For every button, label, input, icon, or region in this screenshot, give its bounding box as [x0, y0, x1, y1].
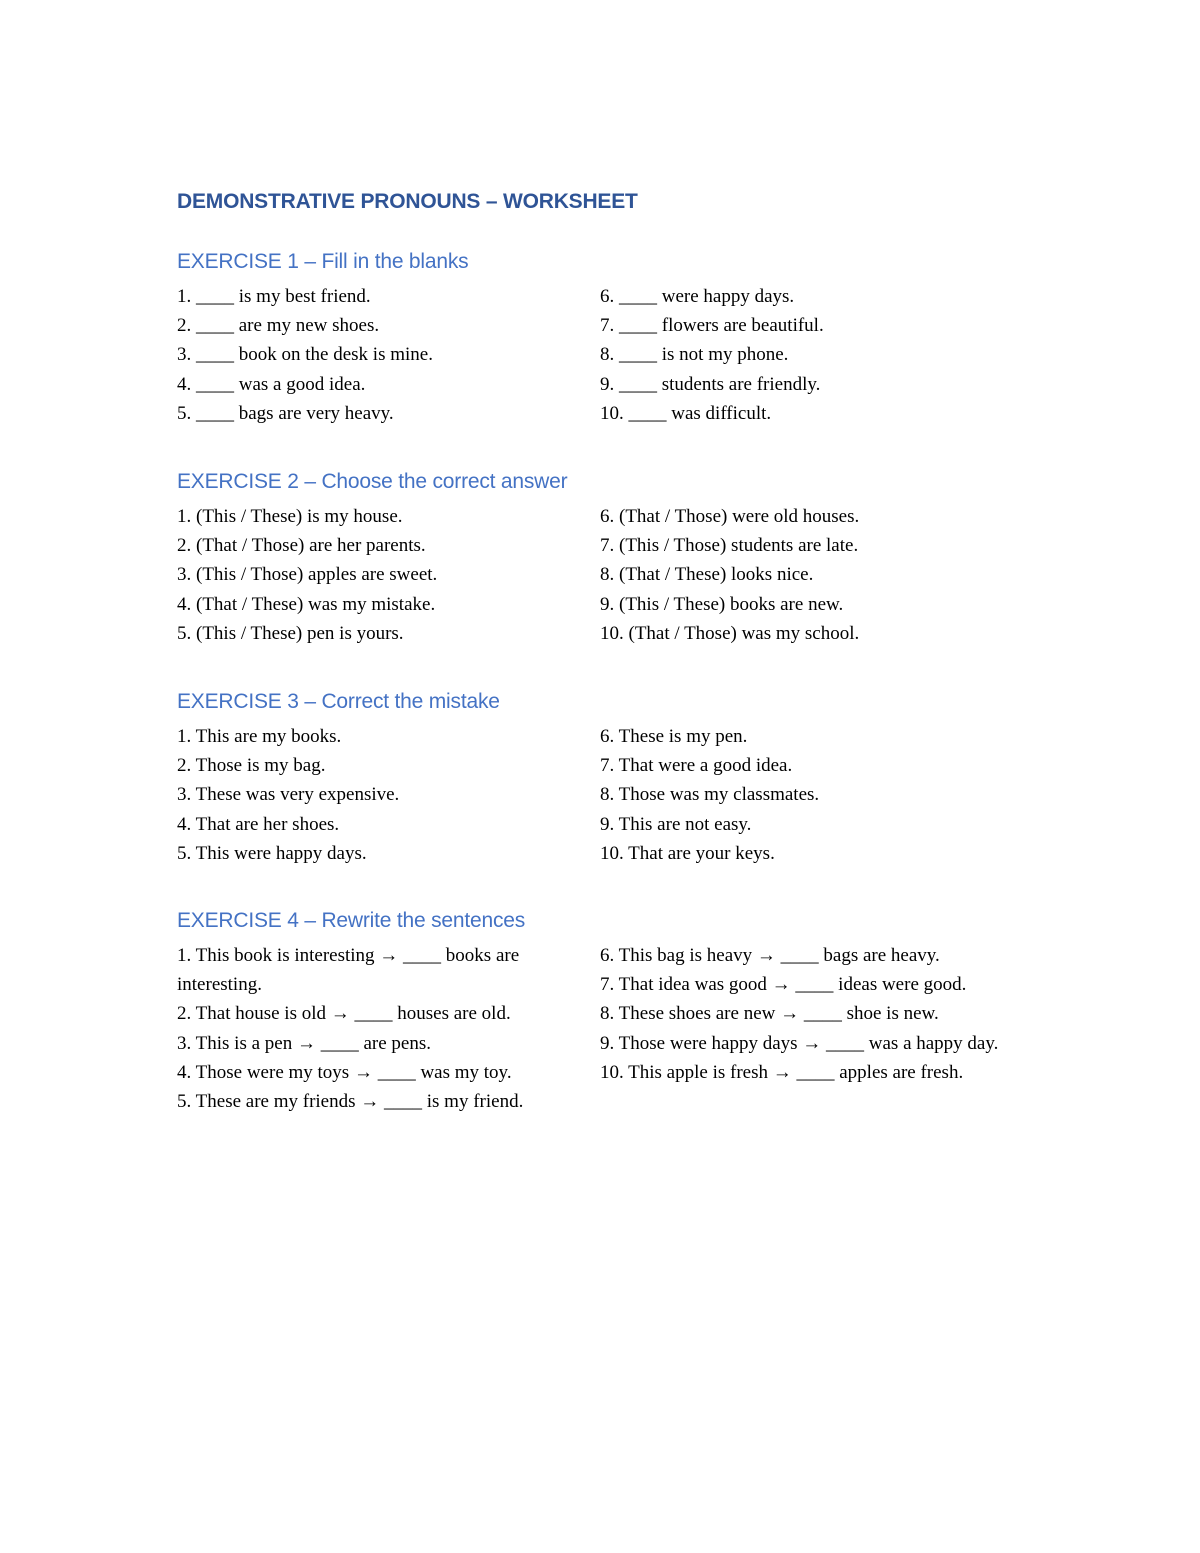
exercise-heading: EXERCISE 4 – Rewrite the sentences	[177, 909, 526, 932]
exercise-item: 4. That are her shoes.	[177, 813, 340, 835]
exercise-item: 7. That were a good idea.	[600, 755, 793, 777]
exercise-item: 10. (That / Those) was my school.	[600, 622, 860, 644]
exercise-item: 7. ____ flowers are beautiful.	[600, 315, 824, 337]
exercise-item: 10. ____ was difficult.	[600, 402, 772, 424]
exercise-1	[177, 248, 1007, 428]
exercise-item: 8. These shoes are new → ____ shoe is new.	[600, 1003, 939, 1025]
exercise-item: 3. ____ book on the desk is mine.	[177, 344, 433, 366]
exercise-item: 7. That idea was good → ____ ideas were good.	[600, 974, 967, 996]
page-title: DEMONSTRATIVE PRONOUNS – WORKSHEET	[177, 190, 638, 213]
exercise-heading: EXERCISE 3 – Correct the mistake	[177, 690, 500, 713]
exercise-item: 3. These was very expensive.	[177, 784, 400, 806]
exercise-item: 2. Those is my bag.	[177, 755, 326, 777]
exercise-item: 1. ____ is my best friend.	[177, 286, 371, 307]
exercise-item: 5. (This / These) pen is yours.	[177, 622, 404, 644]
exercise-item: 4. Those were my toys → ____ was my toy.	[177, 1061, 512, 1083]
exercise-item: 5. These are my friends → ____ is my friend.	[177, 1091, 524, 1113]
exercise-item: 8. Those was my classmates.	[600, 784, 820, 806]
exercise-item: 2. ____ are my new shoes.	[177, 315, 380, 337]
exercise-item: 2. (That / Those) are her parents.	[177, 535, 426, 557]
exercise-item: 9. ____ students are friendly.	[600, 373, 821, 395]
exercise-item: 9. Those were happy days → ____ was a happy day.	[600, 1032, 999, 1054]
exercise-2	[177, 468, 1007, 648]
left-column	[177, 941, 600, 1116]
left-column	[177, 282, 600, 428]
exercise-columns	[177, 722, 1007, 868]
left-column	[177, 502, 600, 648]
exercise-item: 6. This bag is heavy → ____ bags are heavy.	[600, 945, 940, 966]
exercise-item: 5. ____ bags are very heavy.	[177, 402, 394, 424]
exercise-item: 6. (That / Those) were old houses.	[600, 506, 860, 527]
exercise-item: 8. ____ is not my phone.	[600, 344, 789, 366]
exercise-item: 3. (This / Those) apples are sweet.	[177, 564, 438, 586]
exercise-3	[177, 688, 1007, 868]
exercise-heading: EXERCISE 2 – Choose the correct answer	[177, 470, 568, 493]
exercise-item: 1. This are my books.	[177, 726, 342, 747]
right-column	[600, 282, 1000, 428]
exercise-item: 6. These is my pen.	[600, 726, 748, 747]
exercise-item: 6. ____ were happy days.	[600, 286, 795, 307]
exercise-item: 5. This were happy days.	[177, 842, 367, 864]
exercise-columns	[177, 502, 1007, 648]
exercise-heading: EXERCISE 1 – Fill in the blanks	[177, 250, 469, 273]
exercise-item: 4. (That / These) was my mistake.	[177, 593, 436, 615]
exercise-columns	[177, 282, 1007, 428]
left-column	[177, 722, 600, 868]
exercise-item: 3. This is a pen → ____ are pens.	[177, 1032, 431, 1054]
exercise-item: 4. ____ was a good idea.	[177, 373, 366, 395]
right-column	[600, 502, 1000, 648]
exercise-item: 9. This are not easy.	[600, 813, 752, 835]
exercise-item: 1. (This / These) is my house.	[177, 506, 403, 527]
exercise-item: 10. This apple is fresh → ____ apples are fresh.	[600, 1061, 964, 1083]
exercise-item: 8. (That / These) looks nice.	[600, 564, 814, 586]
exercise-item: 10. That are your keys.	[600, 842, 775, 864]
exercise-4	[177, 907, 1007, 1116]
exercise-item: 7. (This / Those) students are late.	[600, 535, 859, 557]
exercise-item: 2. That house is old → ____ houses are old.	[177, 1003, 511, 1025]
exercise-item: 1. This book is interesting → ____ books are interesting.	[177, 945, 520, 996]
exercise-item: 9. (This / These) books are new.	[600, 593, 844, 615]
right-column	[600, 722, 1000, 868]
exercise-columns	[177, 941, 1007, 1116]
right-column	[600, 941, 1000, 1116]
